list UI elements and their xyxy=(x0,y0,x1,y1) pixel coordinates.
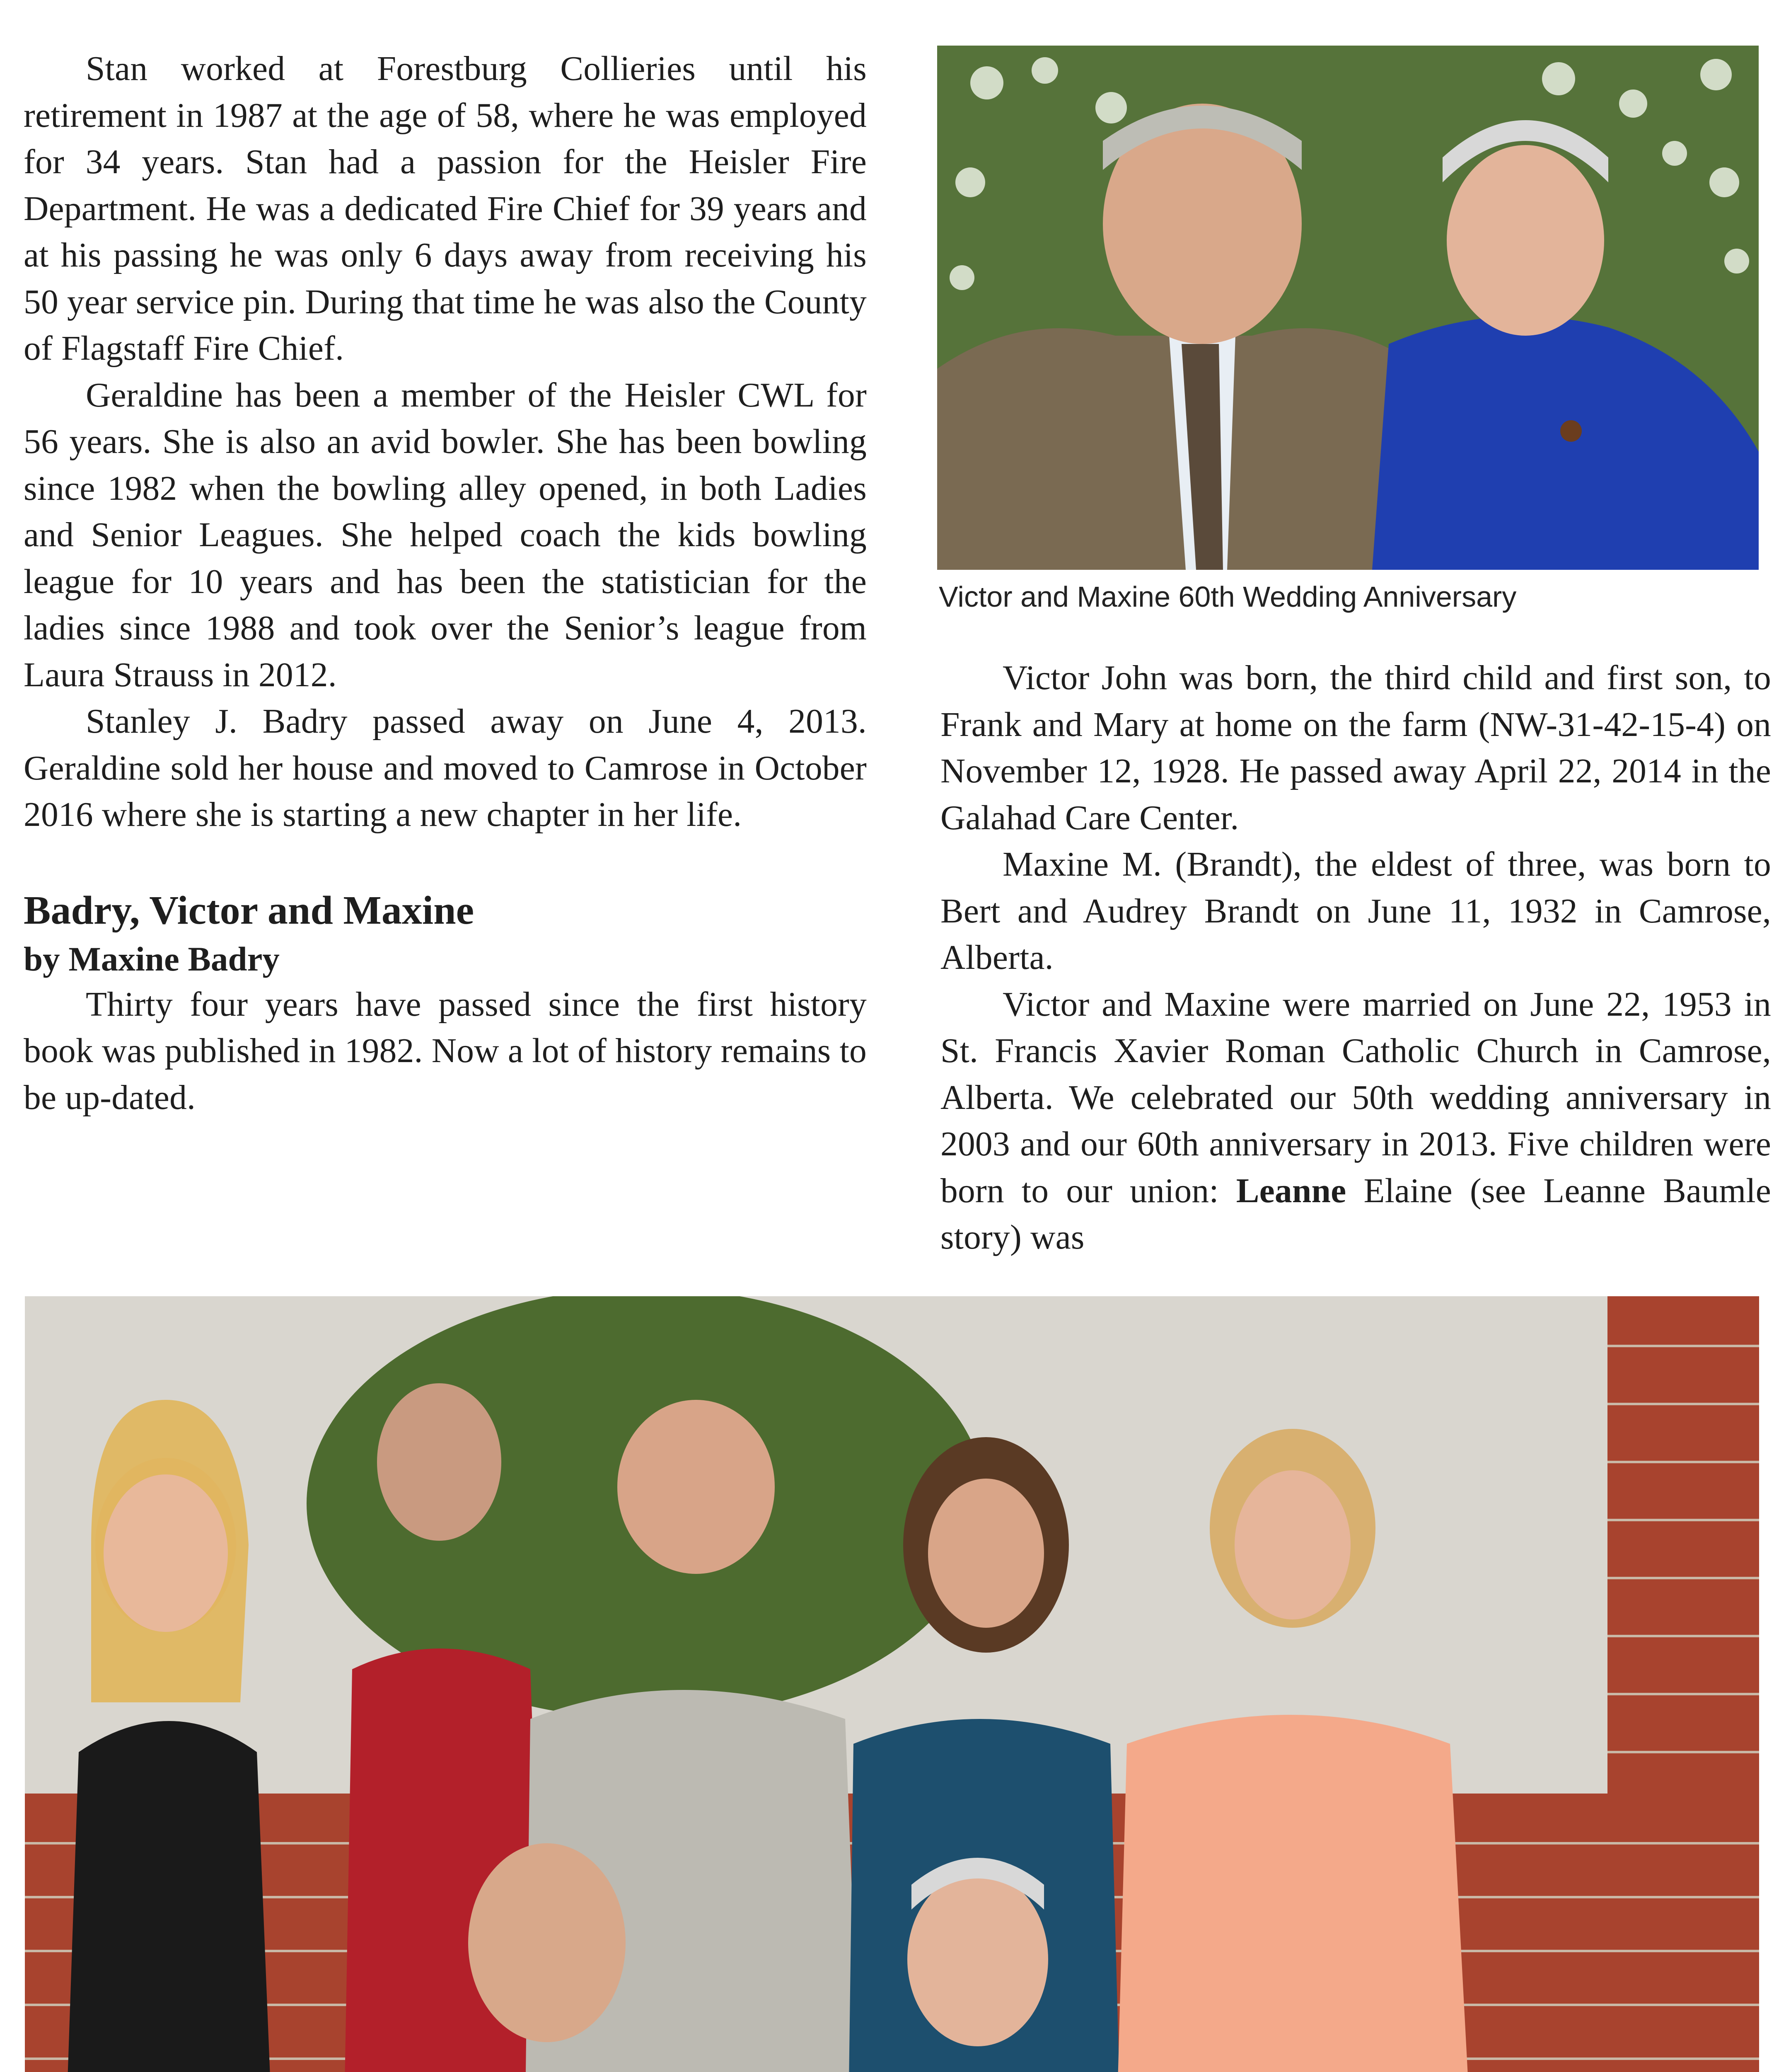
right-column xyxy=(940,655,1771,1261)
paragraph-stanley-passing: Stanley J. Badry passed away on June 4, 2013. Geraldine sold her house and moved to Camrose in October 2016 where she is starting a new chapter in her life. xyxy=(24,702,867,834)
paragraph-victor-birth: Victor John was born, the third child and first son, to Frank and Mary at home on the farm (NW-31-42-15-4) on November 12, 1928. He passed away April 22, 2014 in the Galahad Care Center. xyxy=(940,659,1771,837)
paragraph-geraldine: Geraldine has been a member of the Heisler CWL for 56 years. She is also an avid bowler. She has been bowling since 1982 when the bowling alley opened, in both Ladies and Senior Leagues. She helped coach the kids bowling league for 10 years and has been the statistician for the ladies since 1988 and took over the Senior’s league from Laura Strauss in 2012. xyxy=(24,376,867,694)
left-column xyxy=(24,46,867,1121)
paragraph-maxine-birth: Maxine M. (Brandt), the eldest of three, was born to Bert and Audrey Brandt on June 11, 1932 in Camrose, Alberta. xyxy=(940,845,1771,977)
marriage-text: Victor and Maxine were married on June 22, 1953 in St. Francis Xavier Roman Catholic Church in Camrose, Alberta. We celebrated our 50th wedding anniversary in 2003 and our 60th anniversary in 2013. Five children were born to our union: xyxy=(940,985,1771,1210)
marriage-tail: Elaine (see Leanne Baumle story) was xyxy=(940,1172,1771,1256)
paragraph-intro: Thirty four years have passed since the first history book was published in 1982. Now a lot of history remains to be up-dated. xyxy=(24,985,867,1117)
top-photo-caption: Victor and Maxine 60th Wedding Anniversary xyxy=(939,581,1517,613)
child-name-leanne: Leanne xyxy=(1236,1172,1346,1210)
anniversary-photo xyxy=(937,46,1759,570)
paragraph-marriage xyxy=(940,981,1771,1261)
paragraph-stan-career: Stan worked at Forestburg Collieries until his retirement in 1987 at the age of 58, where he was employed for 34 years. Stan had a passion for the Heisler Fire Department. He was a dedicated Fire Chief for 39 years and at his passing he was only 6 days away from receiving his 50 year service pin. During that time he was also the County of Flagstaff Fire Chief. xyxy=(24,50,867,368)
family-photo xyxy=(25,1296,1759,2072)
section-heading: Badry, Victor and Maxine xyxy=(24,888,474,933)
byline: by Maxine Badry xyxy=(24,939,280,978)
